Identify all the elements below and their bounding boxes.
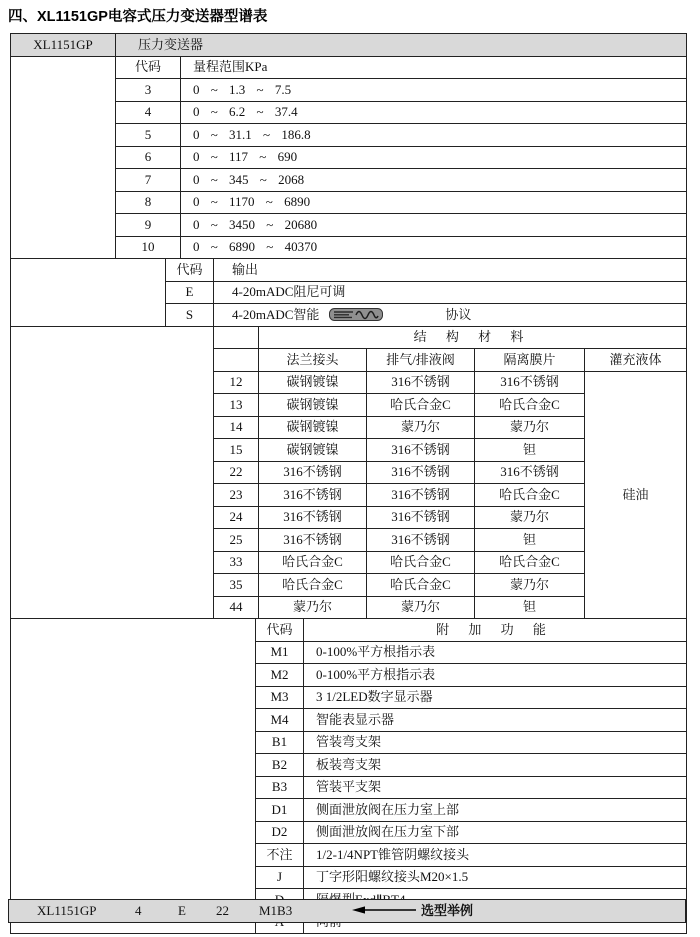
table-row — [11, 326, 687, 349]
example-code-output: E — [178, 903, 186, 918]
code-cell: 44 — [214, 596, 259, 619]
range-value-cell: 0 ~ 6.2 ~ 37.4 — [181, 101, 687, 124]
range-header-cell: 量程范围KPa — [181, 56, 687, 79]
code-cell: 24 — [214, 506, 259, 529]
code-cell: 23 — [214, 484, 259, 507]
code-cell: 3 — [116, 79, 181, 102]
drain-valve-cell: 蒙乃尔 — [367, 596, 475, 619]
code-cell: 35 — [214, 574, 259, 597]
output-smart-prefix: 4-20mADC智能 — [232, 306, 320, 322]
drain-valve-cell: 316不锈钢 — [367, 506, 475, 529]
flange-cell: 316不锈钢 — [259, 506, 367, 529]
spacer-cell — [11, 56, 116, 259]
code-cell: M3 — [256, 686, 304, 709]
column-header-drain-valve: 排气/排液阀 — [367, 349, 475, 372]
range-value-cell: 0 ~ 1170 ~ 6890 — [181, 191, 687, 214]
drain-valve-cell: 316不锈钢 — [367, 484, 475, 507]
drain-valve-cell: 哈氏合金C — [367, 574, 475, 597]
additional-header-cell: 附 加 功 能 — [304, 619, 687, 642]
output-smart-suffix: 协议 — [445, 306, 472, 322]
selection-example-bar — [8, 899, 686, 923]
range-section-table — [10, 56, 687, 260]
flange-cell: 316不锈钢 — [259, 529, 367, 552]
model-cell: XL1151GP — [11, 34, 116, 57]
code-cell: 6 — [116, 146, 181, 169]
table-row — [11, 619, 687, 642]
column-header-fill-fluid: 灌充液体 — [585, 349, 687, 372]
function-cell: 1/2-1/4NPT锥管阴螺纹接头 — [304, 844, 687, 867]
code-header-cell: 代码 — [116, 56, 181, 79]
code-cell: 14 — [214, 416, 259, 439]
code-cell: D1 — [256, 799, 304, 822]
additional-section-table — [10, 618, 687, 934]
drain-valve-cell: 316不锈钢 — [367, 529, 475, 552]
product-name-cell: 压力变送器 — [116, 34, 687, 57]
table-row — [11, 34, 687, 57]
code-cell: 15 — [214, 439, 259, 462]
drain-valve-cell: 316不锈钢 — [367, 371, 475, 394]
diaphragm-cell: 316不锈钢 — [475, 371, 585, 394]
spacer-cell — [11, 259, 166, 327]
table-row — [11, 259, 687, 282]
function-cell: 3 1/2LED数字显示器 — [304, 686, 687, 709]
output-header-cell: 输出 — [214, 259, 687, 282]
code-cell: D2 — [256, 821, 304, 844]
range-value-cell: 0 ~ 6890 ~ 40370 — [181, 236, 687, 259]
code-cell: B2 — [256, 754, 304, 777]
diaphragm-cell: 哈氏合金C — [475, 484, 585, 507]
spacer-cell — [214, 349, 259, 372]
spacer-cell — [11, 619, 256, 934]
code-cell: 33 — [214, 551, 259, 574]
function-cell: 板装弯支架 — [304, 754, 687, 777]
materials-section-table — [10, 326, 687, 620]
spec-table — [10, 33, 686, 934]
flange-cell: 蒙乃尔 — [259, 596, 367, 619]
function-cell: 丁字形阳螺纹接头M20×1.5 — [304, 866, 687, 889]
flange-cell: 碳钢镀镍 — [259, 416, 367, 439]
drain-valve-cell: 蒙乃尔 — [367, 416, 475, 439]
range-value-cell: 0 ~ 31.1 ~ 186.8 — [181, 124, 687, 147]
function-cell: 管装平支架 — [304, 776, 687, 799]
page-title: 四、XL1151GP电容式压力变送器型谱表 — [8, 9, 268, 25]
output-value-cell: 4-20mADC阻尼可调 — [214, 281, 687, 304]
range-value-cell: 0 ~ 1.3 ~ 7.5 — [181, 79, 687, 102]
column-header-diaphragm: 隔离膜片 — [475, 349, 585, 372]
function-cell: 侧面泄放阀在压力室上部 — [304, 799, 687, 822]
code-cell: 13 — [214, 394, 259, 417]
code-cell: B3 — [256, 776, 304, 799]
left-arrow-icon — [352, 900, 416, 922]
flange-cell: 碳钢镀镍 — [259, 371, 367, 394]
drain-valve-cell: 316不锈钢 — [367, 439, 475, 462]
drain-valve-cell: 哈氏合金C — [367, 551, 475, 574]
diaphragm-cell: 钽 — [475, 596, 585, 619]
diaphragm-cell: 钽 — [475, 439, 585, 462]
function-cell: 0-100%平方根指示表 — [304, 641, 687, 664]
output-value-cell — [214, 304, 687, 327]
code-cell: 8 — [116, 191, 181, 214]
diaphragm-cell: 哈氏合金C — [475, 394, 585, 417]
code-cell: 不注 — [256, 844, 304, 867]
fill-fluid-cell: 硅油 — [585, 371, 687, 619]
code-cell: 7 — [116, 169, 181, 192]
example-code-materials: 22 — [216, 903, 229, 918]
output-section-table — [10, 258, 687, 327]
range-value-cell: 0 ~ 117 ~ 690 — [181, 146, 687, 169]
code-cell: M4 — [256, 709, 304, 732]
range-value-cell: 0 ~ 345 ~ 2068 — [181, 169, 687, 192]
code-cell: 10 — [116, 236, 181, 259]
code-cell: 9 — [116, 214, 181, 237]
range-value-cell: 0 ~ 3450 ~ 20680 — [181, 214, 687, 237]
code-cell: E — [166, 281, 214, 304]
code-header-cell: 代码 — [166, 259, 214, 282]
model-header-table — [10, 33, 687, 57]
column-header-flange: 法兰接头 — [259, 349, 367, 372]
diaphragm-cell: 哈氏合金C — [475, 551, 585, 574]
example-model: XL1151GP — [37, 903, 97, 918]
function-cell: 0-100%平方根指示表 — [304, 664, 687, 687]
code-cell: 4 — [116, 101, 181, 124]
code-cell: M1 — [256, 641, 304, 664]
flange-cell: 哈氏合金C — [259, 551, 367, 574]
code-cell: 12 — [214, 371, 259, 394]
example-label: 选型举例 — [421, 903, 474, 918]
flange-cell: 碳钢镀镍 — [259, 394, 367, 417]
spacer-cell — [214, 326, 259, 349]
materials-header-cell: 结 构 材 料 — [259, 326, 687, 349]
code-cell: 5 — [116, 124, 181, 147]
code-cell: J — [256, 866, 304, 889]
diaphragm-cell: 蒙乃尔 — [475, 574, 585, 597]
table-row — [11, 56, 687, 79]
function-cell: 管装弯支架 — [304, 731, 687, 754]
drain-valve-cell: 316不锈钢 — [367, 461, 475, 484]
hart-logo-badge — [329, 308, 383, 321]
code-cell: M2 — [256, 664, 304, 687]
code-cell: 22 — [214, 461, 259, 484]
diaphragm-cell: 钽 — [475, 529, 585, 552]
code-cell: S — [166, 304, 214, 327]
code-cell: B1 — [256, 731, 304, 754]
flange-cell: 316不锈钢 — [259, 461, 367, 484]
diaphragm-cell: 蒙乃尔 — [475, 506, 585, 529]
diaphragm-cell: 316不锈钢 — [475, 461, 585, 484]
flange-cell: 316不锈钢 — [259, 484, 367, 507]
diaphragm-cell: 蒙乃尔 — [475, 416, 585, 439]
drain-valve-cell: 哈氏合金C — [367, 394, 475, 417]
spacer-cell — [11, 326, 214, 619]
flange-cell: 碳钢镀镍 — [259, 439, 367, 462]
code-cell: 25 — [214, 529, 259, 552]
function-cell: 侧面泄放阀在压力室下部 — [304, 821, 687, 844]
example-code-additional: M1B3 — [259, 903, 293, 918]
flange-cell: 哈氏合金C — [259, 574, 367, 597]
example-code-range: 4 — [135, 903, 142, 918]
function-cell: 智能表显示器 — [304, 709, 687, 732]
code-header-cell: 代码 — [256, 619, 304, 642]
